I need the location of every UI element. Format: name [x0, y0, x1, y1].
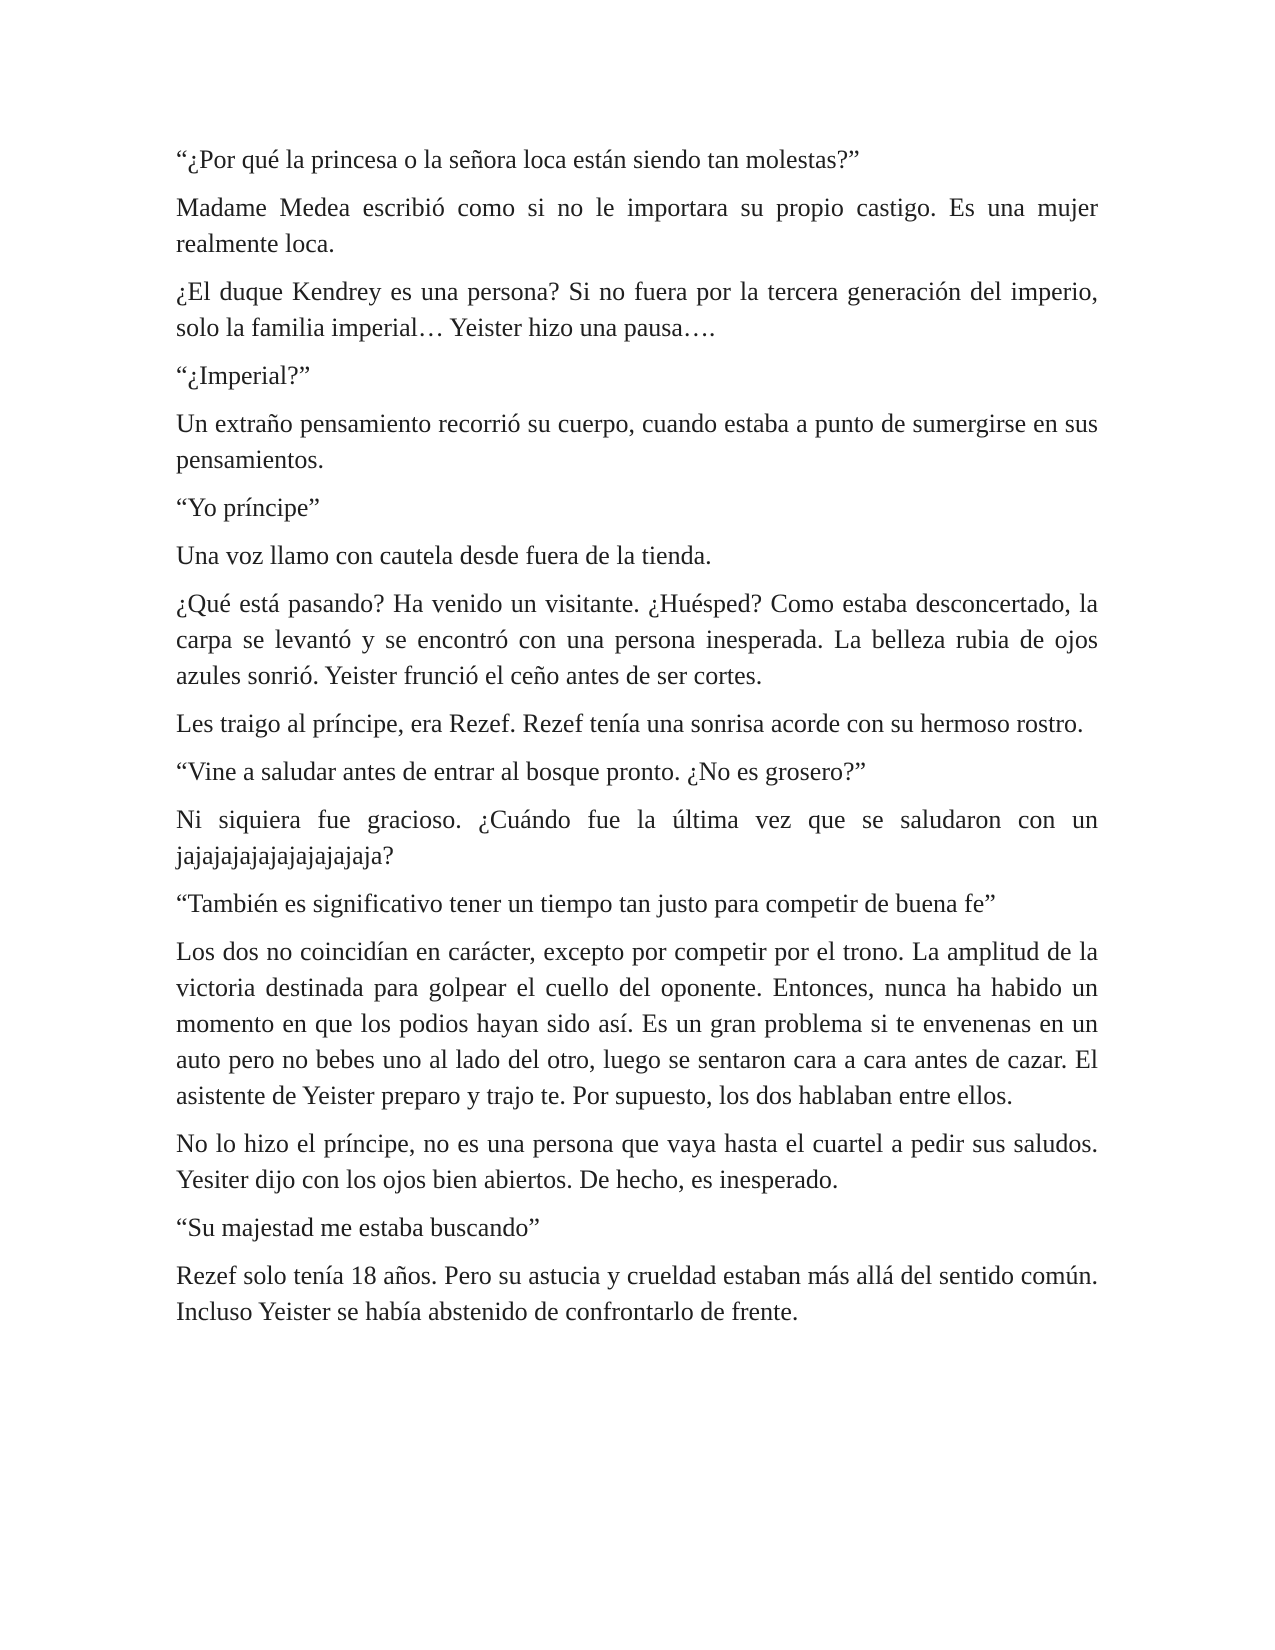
paragraph: “También es significativo tener un tiempo tan justo para competir de buena fe”	[176, 889, 996, 918]
paragraph: ¿El duque Kendrey es una persona? Si no fuera por la tercera generación del imperio, solo la familia imperial… Yeister hizo una pausa….	[176, 277, 1098, 342]
paragraph: “Vine a saludar antes de entrar al bosque pronto. ¿No es grosero?”	[176, 757, 867, 786]
document-page	[176, 142, 1098, 1330]
paragraph: Ni siquiera fue gracioso. ¿Cuándo fue la última vez que se saludaron con un jajajajajajajajajajaja?	[176, 805, 1098, 870]
paragraph: Madame Medea escribió como si no le importara su propio castigo. Es una mujer realmente loca.	[176, 193, 1098, 258]
paragraph: No lo hizo el príncipe, no es una persona que vaya hasta el cuartel a pedir sus saludos. Yesiter dijo con los ojos bien abiertos. De hecho, es inesperado.	[176, 1129, 1098, 1194]
paragraph: ¿Qué está pasando? Ha venido un visitante. ¿Huésped? Como estaba desconcertado, la carpa se levantó y se encontró con una persona inesperada. La belleza rubia de ojos azules sonrió. Yeister frunció el ceño antes de ser cortes.	[176, 589, 1098, 690]
paragraph: Los dos no coincidían en carácter, excepto por competir por el trono. La amplitud de la victoria destinada para golpear el cuello del oponente. Entonces, nunca ha habido un momento en que los podios hayan sido así. Es un gran problema si te envenenas en un auto pero no bebes uno al lado del otro, luego se sentaron cara a cara antes de cazar. El asistente de Yeister preparo y trajo te. Por supuesto, los dos hablaban entre ellos.	[176, 937, 1098, 1110]
paragraph: “Su majestad me estaba buscando”	[176, 1213, 540, 1242]
paragraph: “¿Imperial?”	[176, 361, 311, 390]
paragraph: Una voz llamo con cautela desde fuera de la tienda.	[176, 541, 712, 570]
paragraph: Les traigo al príncipe, era Rezef. Rezef tenía una sonrisa acorde con su hermoso rostro.	[176, 709, 1084, 738]
paragraph: “Yo príncipe”	[176, 493, 320, 522]
paragraph: “¿Por qué la princesa o la señora loca están siendo tan molestas?”	[176, 145, 860, 174]
paragraph: Rezef solo tenía 18 años. Pero su astucia y crueldad estaban más allá del sentido común. Incluso Yeister se había abstenido de confrontarlo de frente.	[176, 1261, 1098, 1326]
paragraph: Un extraño pensamiento recorrió su cuerpo, cuando estaba a punto de sumergirse en sus pensamientos.	[176, 409, 1098, 474]
